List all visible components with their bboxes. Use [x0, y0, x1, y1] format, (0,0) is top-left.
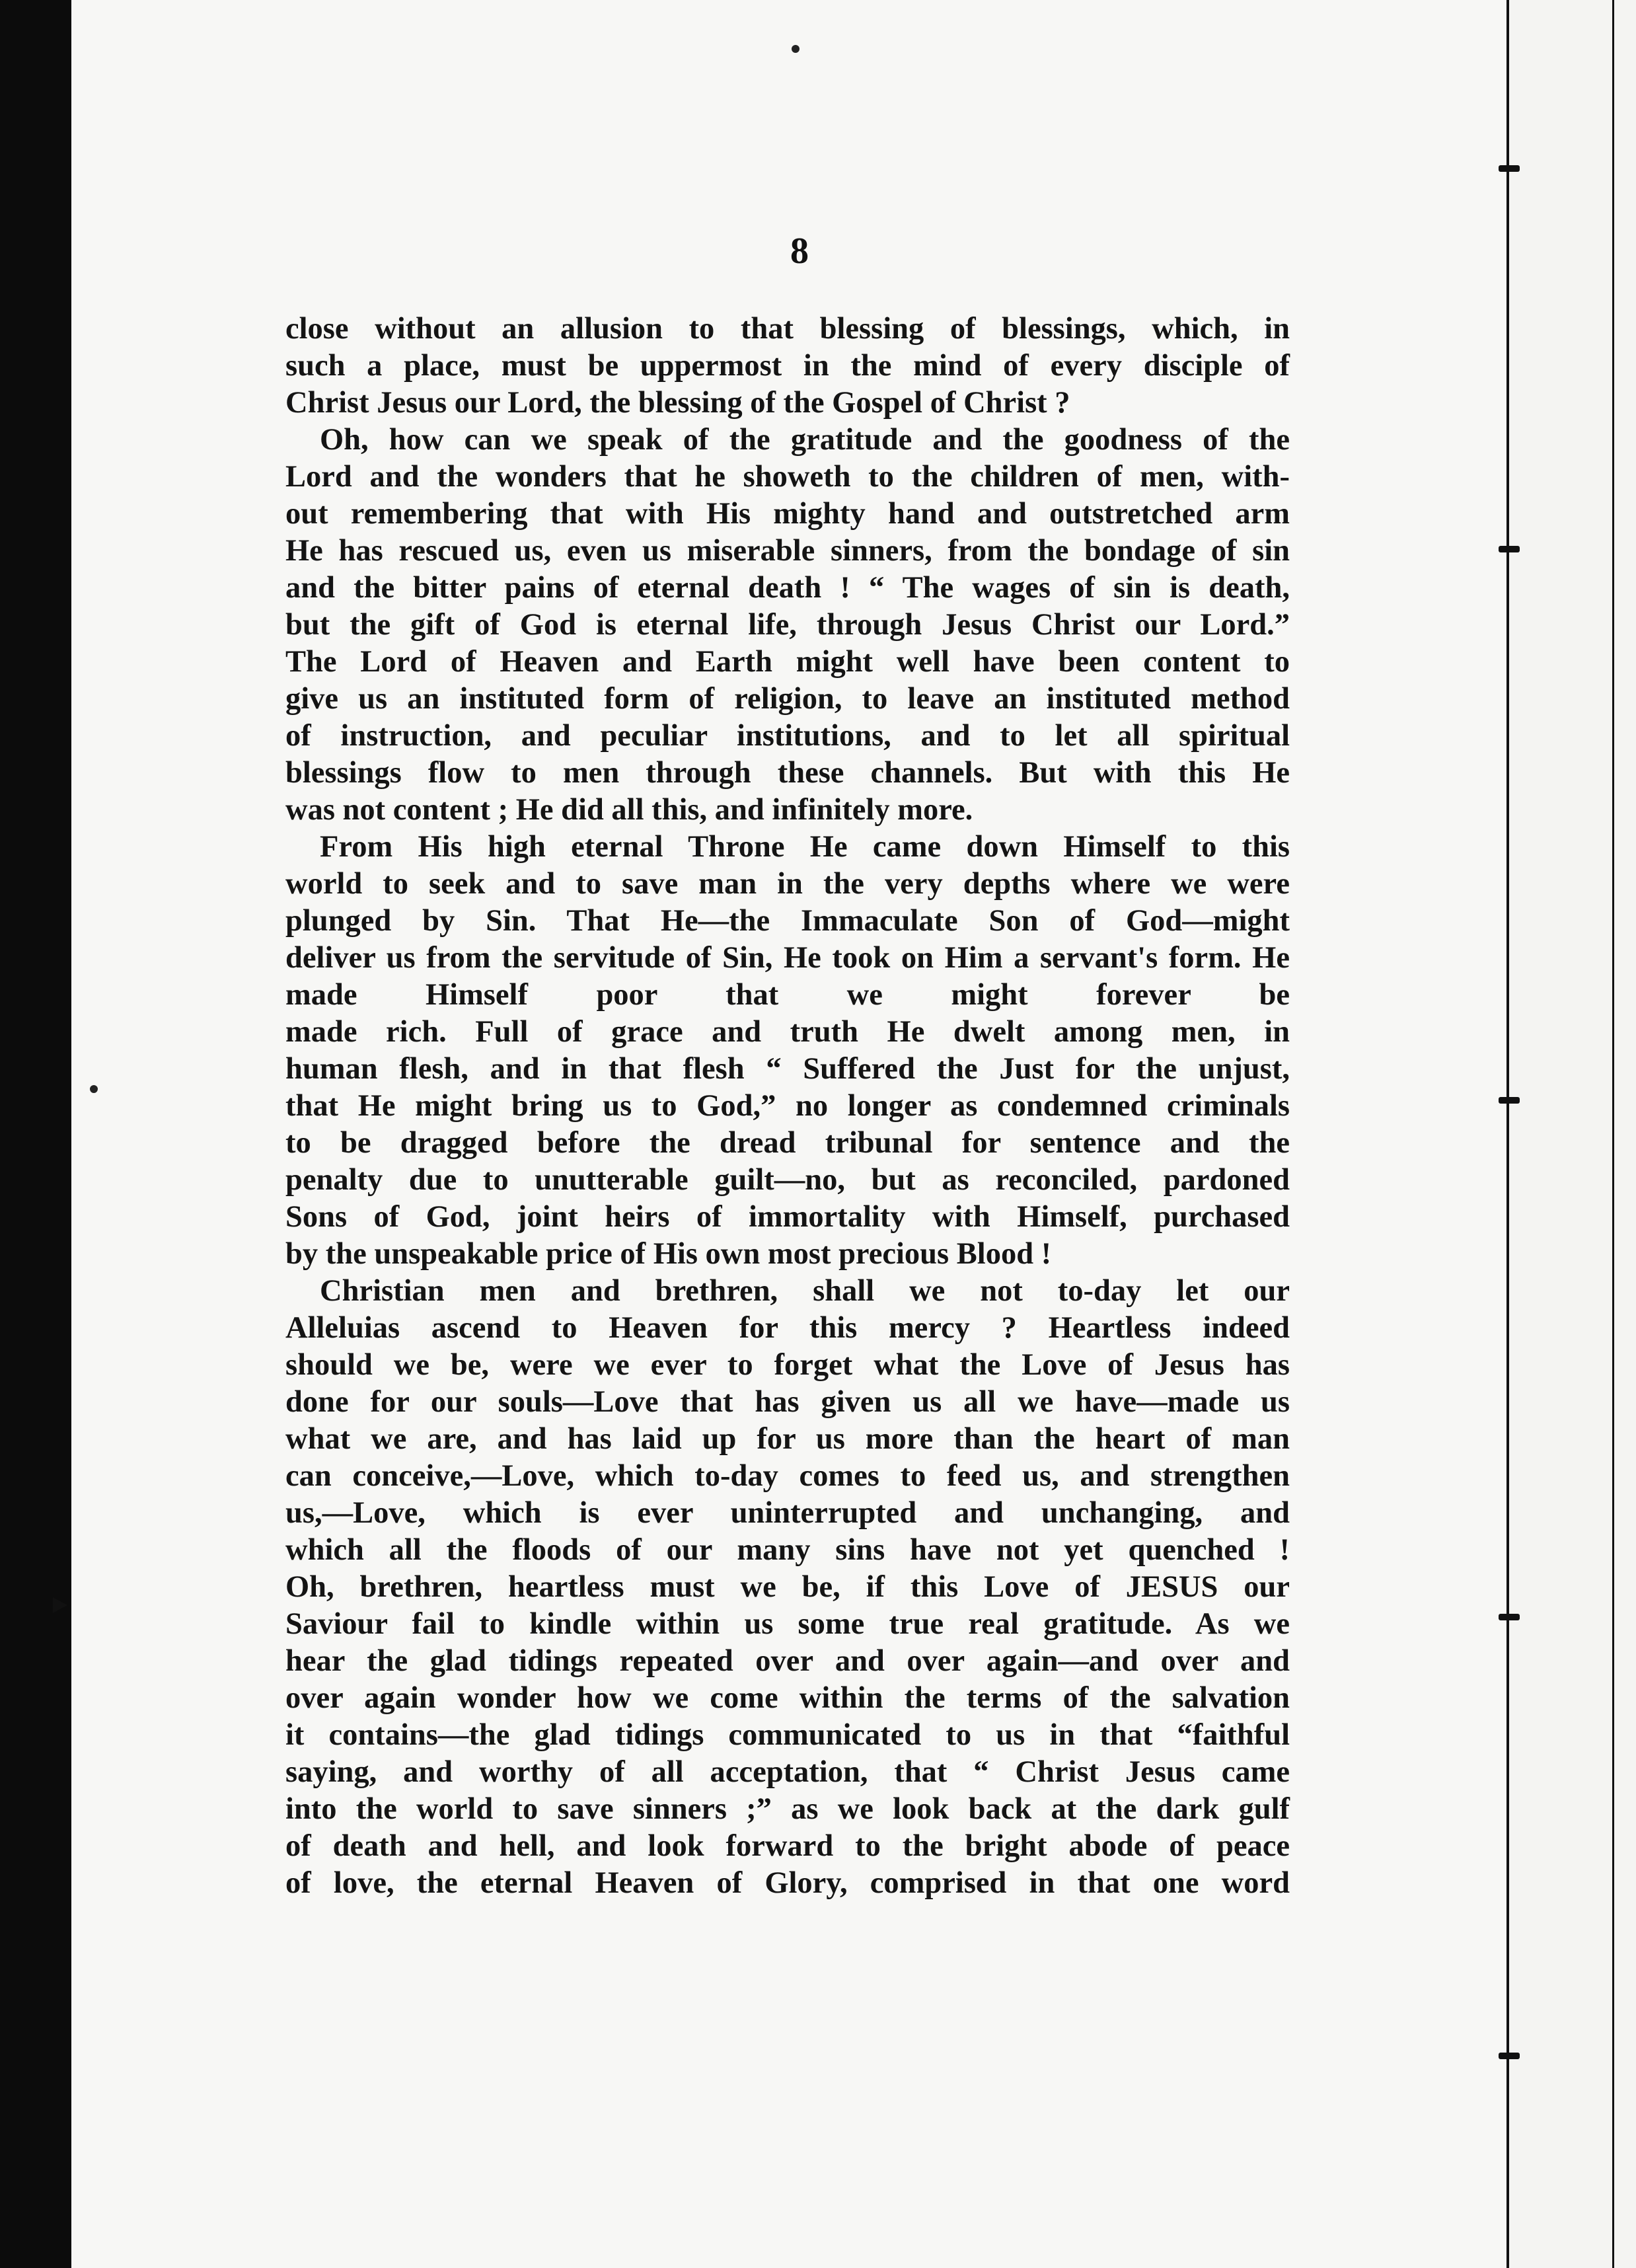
- text-line: blessings flow to men through these channels. But with this He: [285, 756, 1290, 790]
- text-line: Christ Jesus our Lord, the blessing of the Gospel of Christ ?: [285, 386, 1070, 420]
- scan-speck: [792, 45, 799, 53]
- text-line: can conceive,—Love, which to-day comes to feed us, and strengthen: [285, 1459, 1290, 1493]
- text-line: done for our souls—Love that has given us all we have—made us: [285, 1385, 1290, 1419]
- text-line: should we be, were we ever to forget what the Love of Jesus has: [285, 1348, 1290, 1382]
- text-line: which all the floods of our many sins have not yet quenched !: [285, 1533, 1290, 1567]
- text-line: to be dragged before the dread tribunal for sentence and the: [285, 1126, 1290, 1160]
- text-line: human flesh, and in that flesh “ Suffered the Just for the unjust,: [285, 1052, 1290, 1086]
- text-line: The Lord of Heaven and Earth might well have been content to: [285, 645, 1290, 679]
- margin-arrow-mark: [53, 1597, 67, 1613]
- text-line: into the world to save sinners ;” as we look back at the dark gulf: [285, 1792, 1290, 1826]
- text-line: out remembering that with His mighty hand and outstretched arm: [285, 497, 1290, 531]
- text-line: Sons of God, joint heirs of immortality with Himself, purchased: [285, 1200, 1290, 1234]
- binding-tick-mark: [1499, 2053, 1520, 2059]
- binding-edge-line: [1612, 0, 1614, 2268]
- page-edge-line: [1506, 0, 1509, 2268]
- binding-tick-mark: [1499, 546, 1520, 552]
- text-line: From His high eternal Throne He came down Himself to this: [320, 830, 1290, 864]
- text-line: Saviour fail to kindle within us some true real gratitude. As we: [285, 1607, 1290, 1641]
- page-edge-strip: [1506, 0, 1636, 2268]
- text-line: penalty due to unutterable guilt—no, but as reconciled, pardoned: [285, 1163, 1290, 1197]
- text-line: saying, and worthy of all acceptation, that “ Christ Jesus came: [285, 1755, 1290, 1789]
- text-line: what we are, and has laid up for us more than the heart of man: [285, 1422, 1290, 1456]
- text-line: but the gift of God is eternal life, through Jesus Christ our Lord.”: [285, 608, 1290, 642]
- text-line: by the unspeakable price of His own most precious Blood !: [285, 1237, 1052, 1271]
- text-line: hear the glad tidings repeated over and over again—and over and: [285, 1644, 1290, 1678]
- text-line: over again wonder how we come within the terms of the salvation: [285, 1681, 1290, 1715]
- text-line: Alleluias ascend to Heaven for this mercy ? Heartless indeed: [285, 1311, 1290, 1345]
- text-line: Christian men and brethren, shall we not to-day let our: [320, 1274, 1290, 1308]
- text-line: and the bitter pains of eternal death ! “ The wages of sin is death,: [285, 571, 1290, 605]
- text-line: of death and hell, and look forward to the bright abode of peace: [285, 1829, 1290, 1863]
- text-line: us,—Love, which is ever uninterrupted and unchanging, and: [285, 1496, 1290, 1530]
- text-line: give us an instituted form of religion, to leave an instituted method: [285, 682, 1290, 716]
- text-line: He has rescued us, even us miserable sinners, from the bondage of sin: [285, 534, 1290, 568]
- text-line: of love, the eternal Heaven of Glory, comprised in that one word: [285, 1866, 1290, 1900]
- scan-speck: [90, 1085, 98, 1093]
- text-line: was not content ; He did all this, and infinitely more.: [285, 793, 973, 827]
- text-line: Lord and the wonders that he showeth to the children of men, with-: [285, 460, 1290, 494]
- text-line: Oh, brethren, heartless must we be, if this Love of JESUS our: [285, 1570, 1290, 1604]
- text-line: world to seek and to save man in the very depths where we were: [285, 867, 1290, 901]
- text-line: it contains—the glad tidings communicated to us in that “faithful: [285, 1718, 1290, 1752]
- binding-tick-mark: [1499, 1097, 1520, 1104]
- text-line: of instruction, and peculiar institutions, and to let all spiritual: [285, 719, 1290, 753]
- text-line: plunged by Sin. That He—the Immaculate Son of God—might: [285, 904, 1290, 938]
- text-line: made rich. Full of grace and truth He dwelt among men, in: [285, 1015, 1290, 1049]
- text-line: close without an allusion to that blessing of blessings, which, in: [285, 312, 1290, 346]
- page-number: 8: [790, 231, 809, 272]
- binding-tick-mark: [1499, 1614, 1520, 1620]
- body-text: [285, 311, 1290, 1902]
- text-line: Oh, how can we speak of the gratitude and the goodness of the: [320, 423, 1290, 457]
- text-line: such a place, must be uppermost in the mind of every disciple of: [285, 349, 1290, 383]
- binding-tick-mark: [1499, 165, 1520, 172]
- text-line: deliver us from the servitude of Sin, He took on Him a servant's form. He made Himself poor that we might forever be: [285, 941, 1290, 1012]
- text-line: that He might bring us to God,” no longer as condemned criminals: [285, 1089, 1290, 1123]
